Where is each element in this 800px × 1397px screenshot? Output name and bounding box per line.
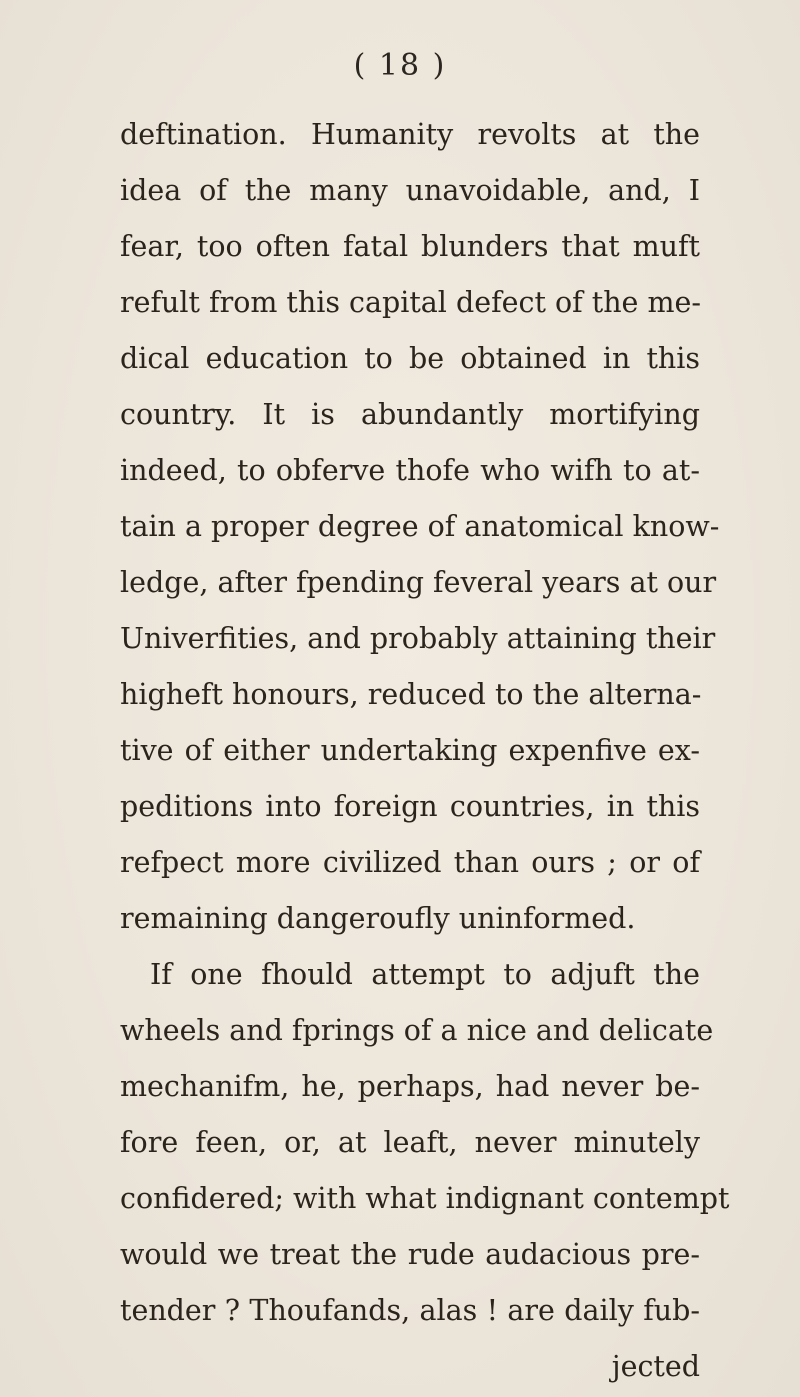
- text-line: higheft honours, reduced to the alterna-: [120, 678, 702, 711]
- text-line: fore feen, or, at leaft, never minutely: [120, 1126, 700, 1159]
- paragraph-end-line: remaining dangeroufly uninformed.: [120, 902, 636, 935]
- text-line: mechanifm, he, perhaps, had never be-: [120, 1070, 700, 1103]
- text-line: idea of the many unavoidable, and, I: [120, 174, 700, 207]
- text-line: would we treat the rude audacious pre-: [120, 1238, 700, 1271]
- text-line: dical education to be obtained in this: [120, 342, 700, 375]
- text-line: wheels and fprings of a nice and delicate: [120, 1014, 714, 1047]
- text-line: tive of either undertaking expenfive ex-: [120, 734, 700, 767]
- text-line: country. It is abundantly mortifying: [120, 398, 700, 431]
- text-line: confidered; with what indignant contempt: [120, 1182, 730, 1215]
- text-line: peditions into foreign countries, in this: [120, 790, 700, 823]
- text-line: ledge, after fpending feveral years at our: [120, 566, 717, 599]
- text-line: refpect more civilized than ours ; or of: [120, 846, 700, 879]
- text-line: tender ? Thoufands, alas ! are daily fub-: [120, 1294, 700, 1327]
- text-line: tain a proper degree of anatomical know-: [120, 510, 720, 543]
- catchword: jected: [611, 1350, 700, 1383]
- text-line: deftination. Humanity revolts at the: [120, 118, 700, 151]
- paragraph-start-line: If one fhould attempt to adjuft the: [150, 958, 700, 991]
- page-number: ( 18 ): [353, 48, 447, 83]
- text-line: refult from this capital defect of the me-: [120, 286, 701, 319]
- text-line: fear, too often fatal blunders that muft: [120, 230, 700, 263]
- text-line: Univerfities, and probably attaining their: [120, 622, 716, 655]
- text-line: indeed, to obferve thofe who wifh to at-: [120, 454, 700, 487]
